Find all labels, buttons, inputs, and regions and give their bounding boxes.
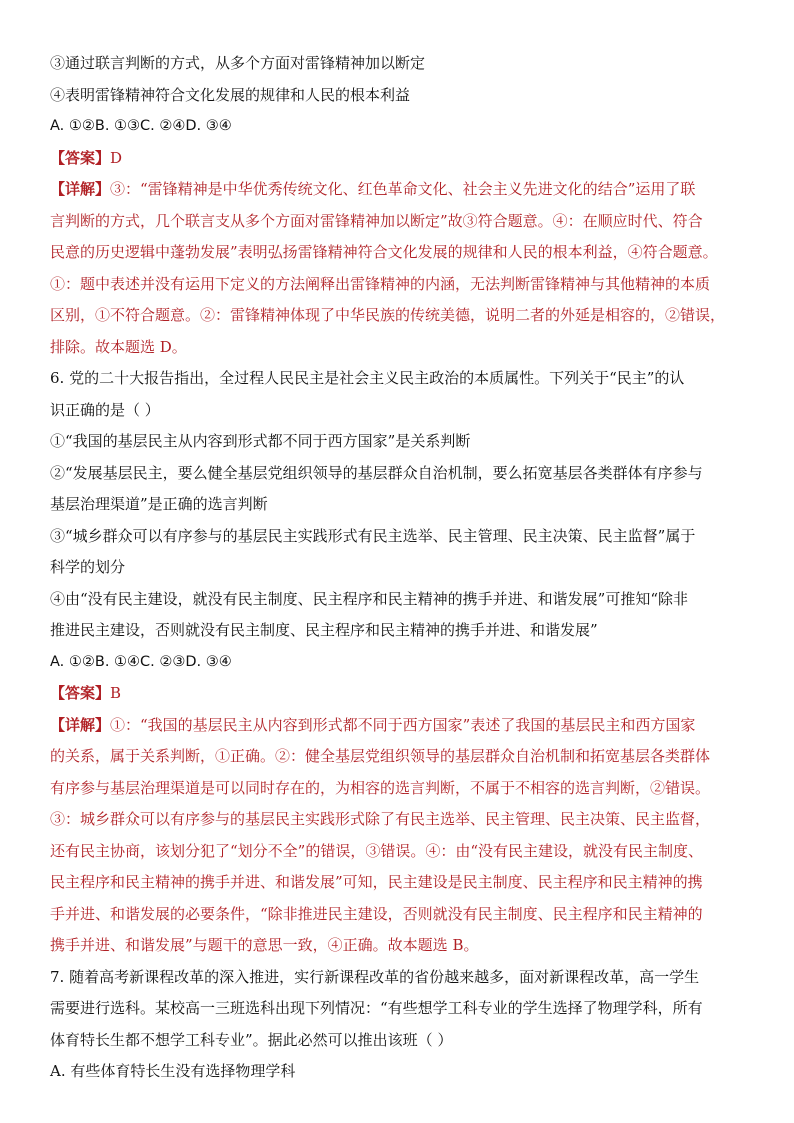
q7-stem-line: 7. 随着高考新课程改革的深入推进，实行新课程改革的省份越来越多，面对新课程改革，高一学生 [50,967,700,986]
q6-answer [50,678,750,710]
q7-stem-line: 需要进行选科。某校高一三班选科出现下列情况：“有些想学工科专业的学生选择了物理学科，所有 [50,999,703,1017]
q7-stem [50,962,750,1057]
q6-statements [50,426,750,647]
q5-answer-tag: 【答案】 [50,148,111,167]
q7-stem-line: 体育特长生都不想学工科专业”。据此必然可以推出该班（ ） [50,1030,453,1049]
q5-answer-value: D [110,148,123,167]
q5-detail-tag: 【详解】 [50,180,111,198]
q6-detail-line: 【详解】①：“我国的基层民主从内容到形式都不同于西方国家”表述了我国的基层民主和西方国家 [50,715,696,734]
q5-answer [50,143,750,175]
q6-answer-tag: 【答案】 [50,684,111,702]
q6-detail-line: 有序参与基层治理渠道是可以同时存在的，为相容的选言判断，不属于不相容的选言判断，②错误。 [50,778,711,797]
q6-statement-line: ①“我国的基层民主从内容到形式都不同于西方国家”是关系判断 [50,432,471,450]
q6-options: A. ①②B. ①④C. ②③D. ③④ [50,653,232,670]
q7-option-a: A. 有些体育特长生没有选择物理学科 [50,1062,296,1080]
q5-detail-line: ①：题中表述并没有运用下定义的方法阐释出雷锋精神的内涵，无法判断雷锋精神与其他精神的本质 [50,274,711,293]
q5-detail-line: 民意的历史逻辑中蓬勃发展”表明弘扬雷锋精神符合文化发展的规律和人民的根本利益，④符合题意。 [50,243,718,261]
q6-detail-line: 民主程序和民主精神的携手并进、和谐发展”可知，民主建设是民主制度、民主程序和民主精神的携 [50,873,703,891]
q6-detail-line: 携手并进、和谐发展”与题干的意思一致，④正确。故本题选 B。 [50,936,479,954]
q6-stem-line: 识正确的是（ ） [50,400,160,419]
q6-statement-line: ④由“没有民主建设，就没有民主制度、民主程序和民主精神的携手并进、和谐发展”可推知“除非 [50,589,689,608]
q6-statement-line: 基层治理渠道”是正确的选言判断 [50,495,268,513]
document-page [50,48,750,1088]
q6-stem [50,363,750,426]
q5-detail [50,174,750,363]
q6-detail-tag: 【详解】 [50,715,111,734]
q6-detail-line: ③：城乡群众可以有序参与的基层民主实践形式除了有民主选举、民主管理、民主决策、民主监督， [50,810,711,828]
q6-detail-line: 手并进、和谐发展的必要条件，“除非推进民主建设，否则就没有民主制度、民主程序和民主精神的 [50,904,703,923]
q5-detail-line: 排除。故本题选 D。 [50,337,187,356]
q6-detail-line: 的关系，属于关系判断，①正确。②：健全基层党组织领导的基层群众自治机制和拓宽基层各类群体 [50,747,711,765]
q6-answer-value: B [110,684,122,702]
q6-detail-line: 还有民主协商，该划分犯了“划分不全”的错误，③错误。④：由“没有民主建设，就没有民主制度、 [50,841,704,860]
q5-statement-3: ③通过联言判断的方式，从多个方面对雷锋精神加以断定 [50,54,426,72]
q5-detail-line: 【详解】③：“雷锋精神是中华优秀传统文化、红色革命文化、社会主义先进文化的结合”运用了联 [50,180,696,198]
q6-detail [50,710,750,962]
q6-statement-line: 科学的划分 [50,558,126,576]
q6-statement-line: 推进民主建设，否则就没有民主制度、民主程序和民主精神的携手并进、和谐发展” [50,621,598,639]
q6-statement-line: ③“城乡群众可以有序参与的基层民主实践形式有民主选举、民主管理、民主决策、民主监督”属于 [50,526,696,545]
q5-options: A. ①②B. ①③C. ②④D. ③④ [50,118,232,134]
q5-statement-4: ④表明雷锋精神符合文化发展的规律和人民的根本利益 [50,85,411,104]
q6-statement-line: ②“发展基层民主，要么健全基层党组织领导的基层群众自治机制，要么拓宽基层各类群体有序参与 [50,463,703,482]
q5-detail-line: 区别，①不符合题意。②：雷锋精神体现了中华民族的传统美德，说明二者的外延是相容的，②错误， [50,306,726,324]
q5-detail-line: 言判断的方式，几个联言支从多个方面对雷锋精神加以断定”故③符合题意。④：在顺应时代、符合 [50,211,703,230]
q6-stem-line: 6. 党的二十大报告指出，全过程人民民主是社会主义民主政治的本质属性。下列关于“民主”的认 [50,369,685,387]
